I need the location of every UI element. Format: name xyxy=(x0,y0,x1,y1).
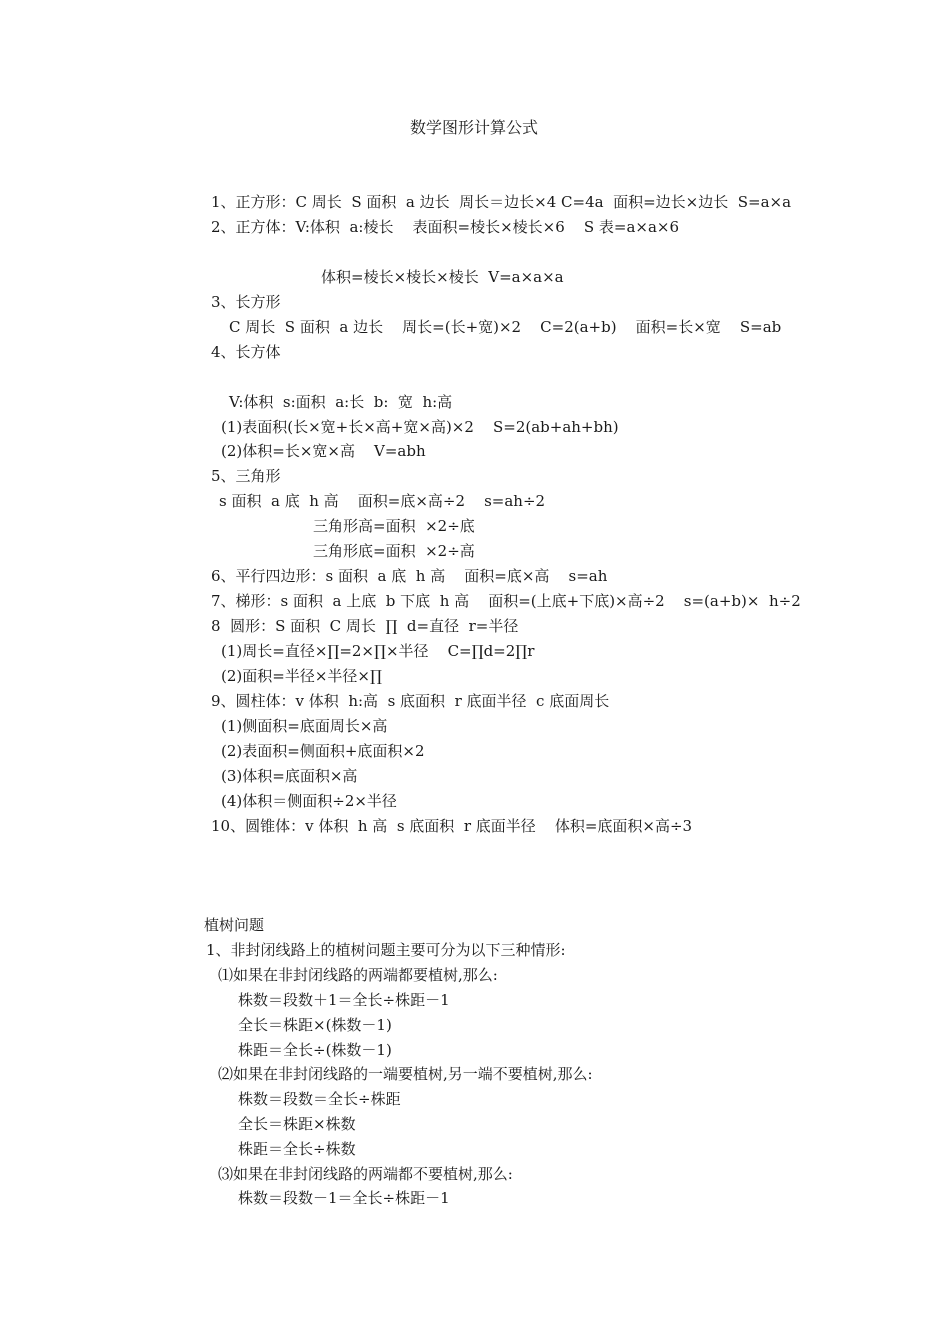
formula-line-cone: 10、圆锥体：v 体积 h 高 s 底面积 r 底面半径 体积=底面积×高÷3 xyxy=(211,817,693,835)
formula-line-triangle: s 面积 a 底 h 高 面积=底×高÷2 s=ah÷2 xyxy=(219,492,546,510)
tree-case-2-spacing: 株距＝全长÷株数 xyxy=(238,1140,356,1158)
formula-line-cuboid-volume: (2)体积=长×宽×高 V=abh xyxy=(221,442,426,460)
formula-line-cube: 2、正方体：V:体积 a:棱长 表面积=棱长×棱长×6 S 表=a×a×6 xyxy=(211,218,680,236)
formula-line-cylinder-lateral: (1)侧面积=底面周长×高 xyxy=(221,717,388,735)
formula-line-trapezoid: 7、梯形：s 面积 a 上底 b 下底 h 高 面积=(上底+下底)×高÷2 s=(a+b)× h÷2 xyxy=(211,592,801,610)
formula-line-parallelogram: 6、平行四边形：s 面积 a 底 h 高 面积=底×高 s=ah xyxy=(211,567,608,585)
tree-case-3-count: 株数＝段数－1＝全长÷株距－1 xyxy=(238,1189,450,1207)
formula-line-rectangle: C 周长 S 面积 a 边长 周长=(长+宽)×2 C=2(a+b) 面积=长×宽 S=ab xyxy=(229,318,782,336)
formula-line-triangle-base: 三角形底=面积 ×2÷高 xyxy=(313,542,475,560)
formula-heading-cuboid: 4、长方体 xyxy=(211,343,281,361)
formula-line-cylinder-volume-alt: (4)体积＝侧面积÷2×半径 xyxy=(221,792,397,810)
formula-line-circle: 8 圆形：S 面积 C 周长 ∏ d=直径 r=半径 xyxy=(211,617,519,635)
tree-case-2-length: 全长＝株距×株数 xyxy=(238,1115,356,1133)
formula-line-cylinder-surface: (2)表面积=侧面积+底面积×2 xyxy=(221,742,425,760)
tree-section-heading: 植树问题 xyxy=(204,916,265,934)
formula-line-cuboid-vars: V:体积 s:面积 a:长 b: 宽 h:高 xyxy=(229,393,453,411)
tree-case-1-length: 全长＝株距×(株数－1) xyxy=(238,1016,392,1034)
tree-case-1-count: 株数＝段数＋1＝全长÷株距－1 xyxy=(238,991,450,1009)
formula-line-cube-volume: 体积=棱长×棱长×棱长 V=a×a×a xyxy=(321,268,564,286)
formula-line-cylinder-volume: (3)体积=底面积×高 xyxy=(221,767,358,785)
tree-case-2: ⑵如果在非封闭线路的一端要植树,另一端不要植树,那么: xyxy=(218,1065,593,1083)
tree-case-1: ⑴如果在非封闭线路的两端都要植树,那么: xyxy=(218,966,498,984)
tree-case-2-count: 株数＝段数＝全长÷株距 xyxy=(238,1090,401,1108)
formula-line-triangle-height: 三角形高=面积 ×2÷底 xyxy=(313,517,475,535)
formula-heading-rectangle: 3、长方形 xyxy=(211,293,281,311)
tree-line-intro: 1、非封闭线路上的植树问题主要可分为以下三种情形: xyxy=(206,941,566,959)
tree-case-3: ⑶如果在非封闭线路的两端都不要植树,那么: xyxy=(218,1165,513,1183)
formula-line-cuboid-surface: (1)表面积(长×宽+长×高+宽×高)×2 S=2(ab+ah+bh) xyxy=(221,418,619,436)
tree-case-1-spacing: 株距＝全长÷(株数－1) xyxy=(238,1041,392,1059)
formula-line-cylinder: 9、圆柱体：v 体积 h:高 s 底面积 r 底面半径 c 底面周长 xyxy=(211,692,610,710)
formula-heading-triangle: 5、三角形 xyxy=(211,467,281,485)
formula-line-circle-area: (2)面积=半径×半径×∏ xyxy=(221,667,382,685)
page-title: 数学图形计算公式 xyxy=(410,118,539,137)
formula-line-circle-perimeter: (1)周长=直径×∏=2×∏×半径 C=∏d=2∏r xyxy=(221,642,535,660)
formula-line-square: 1、正方形：C 周长 S 面积 a 边长 周长＝边长×4 C=4a 面积=边长×边长 S=a×a xyxy=(211,193,792,211)
